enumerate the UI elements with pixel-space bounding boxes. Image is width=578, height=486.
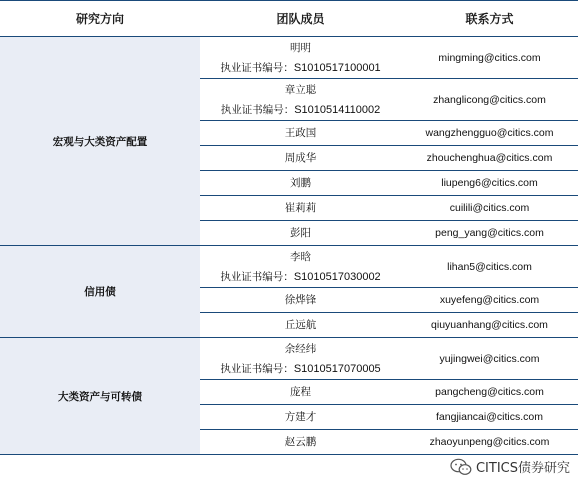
member-name: 丘远航 (284, 319, 317, 331)
certificate-number: S1010517070005 (293, 362, 381, 375)
email-link[interactable]: wangzhengguo@citics.com (401, 121, 578, 146)
email-link[interactable]: zhouchenghua@citics.com (401, 146, 578, 171)
email-link[interactable]: zhanglicong@citics.com (401, 79, 578, 121)
member-cell (200, 79, 401, 121)
header-research-direction: 研究方向 (0, 1, 200, 37)
member-name: 明明 (290, 41, 311, 54)
email-link[interactable]: yujingwei@citics.com (401, 338, 578, 380)
member-name: 彭阳 (290, 227, 311, 239)
member-cell (200, 380, 401, 405)
member-name: 徐烨锋 (284, 294, 317, 306)
certificate-number: S1010517030002 (293, 270, 381, 283)
certificate-line (200, 267, 401, 287)
research-direction-cell: 信用债 (0, 246, 200, 338)
email-link[interactable]: mingming@citics.com (401, 37, 578, 79)
certificate-line (200, 359, 401, 379)
member-cell (200, 313, 401, 338)
email-link[interactable]: qiuyuanhang@citics.com (401, 313, 578, 338)
member-name: 王政国 (284, 127, 317, 139)
email-link[interactable]: zhaoyunpeng@citics.com (401, 430, 578, 455)
member-cell (200, 288, 401, 313)
research-direction-cell: 大类资产与可转债 (0, 338, 200, 455)
table-row (0, 338, 578, 380)
member-cell (200, 338, 401, 380)
certificate-line (200, 100, 401, 120)
email-link[interactable]: cuilili@citics.com (401, 196, 578, 221)
member-cell (200, 405, 401, 430)
certificate-line (200, 58, 401, 78)
member-name: 崔莉莉 (284, 202, 317, 214)
header-team-members: 团队成员 (200, 1, 401, 37)
member-cell (200, 246, 401, 288)
member-name: 方建才 (284, 411, 317, 423)
member-cell (200, 146, 401, 171)
research-direction-cell: 宏观与大类资产配置 (0, 37, 200, 246)
table-body (0, 37, 578, 455)
email-link[interactable]: lihan5@citics.com (401, 246, 578, 288)
certificate-label: 执业证书编号： (220, 61, 294, 74)
table-row (0, 37, 578, 79)
table-header-row (0, 1, 578, 37)
email-link[interactable]: liupeng6@citics.com (401, 171, 578, 196)
member-name: 余经纬 (284, 342, 317, 355)
member-name: 赵云鹏 (284, 436, 317, 448)
member-name: 章立聪 (284, 83, 317, 96)
wechat-watermark (450, 457, 570, 476)
header-contact: 联系方式 (401, 1, 578, 37)
member-cell (200, 196, 401, 221)
member-cell (200, 37, 401, 79)
watermark-text: CITICS债券研究 (475, 461, 570, 476)
member-name: 刘鹏 (290, 177, 311, 189)
email-link[interactable]: xuyefeng@citics.com (401, 288, 578, 313)
certificate-label: 执业证书编号： (220, 362, 294, 375)
member-cell (200, 430, 401, 455)
certificate-number: S1010514110002 (294, 103, 381, 116)
member-cell (200, 121, 401, 146)
member-name: 李晗 (290, 250, 311, 263)
wechat-icon (450, 458, 472, 476)
email-link[interactable]: fangjiancai@citics.com (401, 405, 578, 430)
certificate-number: S1010517100001 (293, 61, 381, 74)
certificate-label: 执业证书编号： (220, 103, 295, 116)
member-name: 周成华 (284, 152, 317, 164)
table-row (0, 246, 578, 288)
member-cell (200, 221, 401, 246)
member-name: 庞程 (290, 386, 311, 398)
certificate-label: 执业证书编号： (220, 270, 294, 283)
email-link[interactable]: pangcheng@citics.com (401, 380, 578, 405)
email-link[interactable]: peng_yang@citics.com (401, 221, 578, 246)
member-cell (200, 171, 401, 196)
